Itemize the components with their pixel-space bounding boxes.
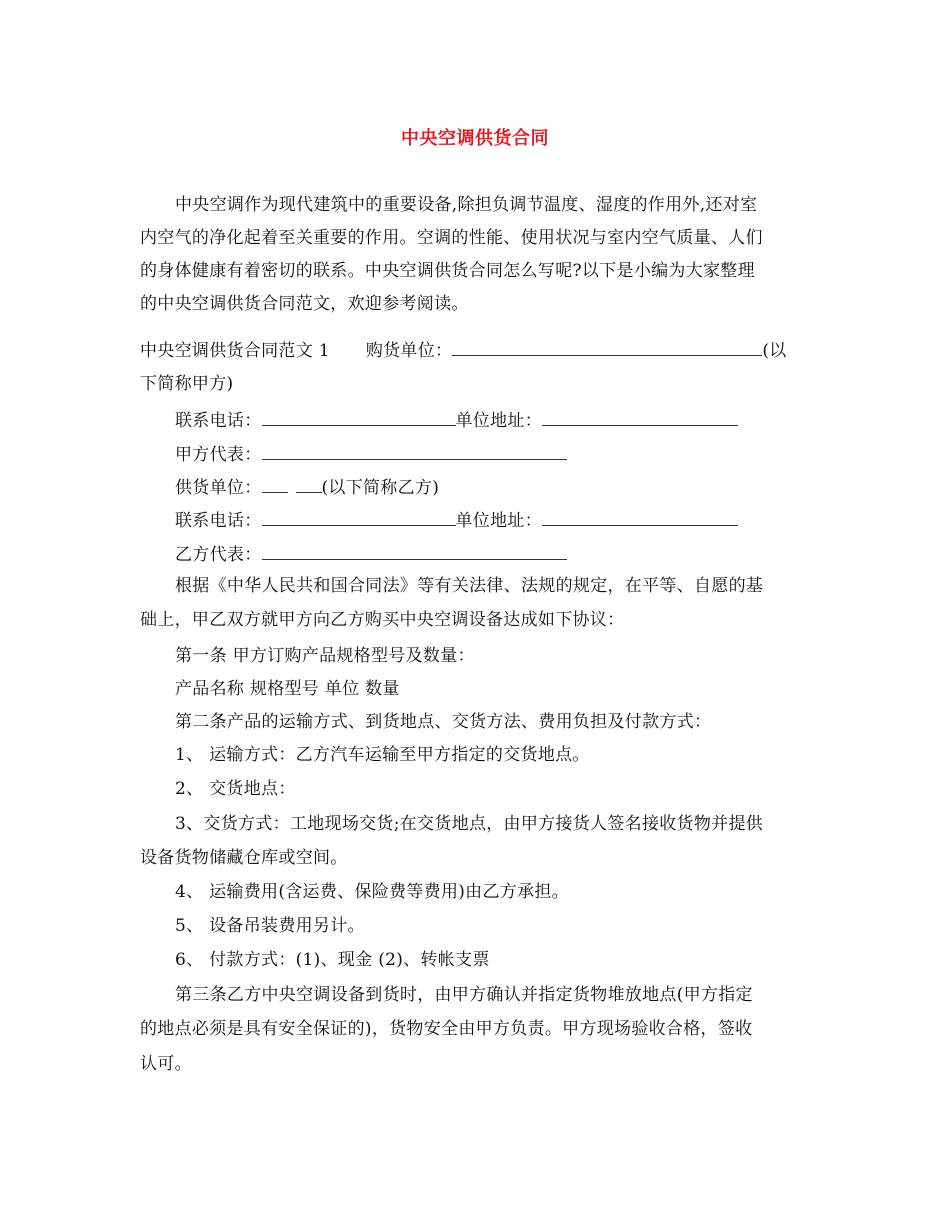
address-label: 单位地址： [455,411,542,431]
party-a-address-blank[interactable] [542,407,738,426]
buyer-blank[interactable] [452,337,762,356]
party-a-rep-blank[interactable] [262,441,567,460]
item-3-line-2: 设备货物储藏仓库或空间。 [140,848,348,868]
party-b-rep-line [175,541,567,567]
buyer-line [140,337,787,363]
party-a-rep-line [175,441,567,467]
supplier-label: 供货单位： [175,478,262,498]
party-a-phone-line [175,407,738,433]
item-1: 1、 运输方式：乙方汽车运输至甲方指定的交货地点。 [175,745,590,765]
sample-heading: 中央空调供货合同范文 1 [140,341,330,361]
item-6: 6、 付款方式：(1)、现金 (2)、转帐支票 [175,950,490,970]
party-b-rep-label: 乙方代表： [175,545,262,565]
party-a-rep-label: 甲方代表： [175,445,262,465]
item-4: 4、 运输费用(含运费、保险费等费用)由乙方承担。 [175,882,569,902]
phone-label: 联系电话： [175,411,262,431]
intro-line-3: 的身体健康有着密切的联系。中央空调供货合同怎么写呢?以下是小编为大家整理 [140,261,755,281]
item-5: 5、 设备吊装费用另计。 [175,916,365,936]
law-line-1: 根据《中华人民共和国合同法》等有关法律、法规的规定，在平等、自愿的基 [175,576,764,596]
party-b-phone-blank[interactable] [262,507,456,526]
item-2: 2、 交货地点： [175,779,296,799]
party-b-phone-line [175,507,738,533]
buyer-suffix: (以 [762,341,787,361]
document-title: 中央空调供货合同 [401,128,549,149]
law-line-2: 础上，甲乙双方就甲方向乙方购买中央空调设备达成如下协议： [140,610,625,630]
article-3-line-1: 第三条乙方中央空调设备到货时，由甲方确认并指定货物堆放地点(甲方指定 [175,985,753,1005]
buyer-suffix-cont: 下简称甲方) [140,374,234,394]
address-label: 单位地址： [455,511,542,531]
party-b-address-blank[interactable] [542,507,738,526]
intro-line-1: 中央空调作为现代建筑中的重要设备,除担负调节温度、湿度的作用外,还对室 [175,195,758,215]
supplier-blank-1[interactable] [262,474,288,493]
article-3-line-3: 认可。 [140,1054,192,1074]
article-2: 第二条产品的运输方式、到货地点、交货方法、费用负担及付款方式： [175,712,712,732]
supplier-suffix: (以下简称乙方) [321,478,440,498]
phone-label: 联系电话： [175,511,262,531]
supplier-line [175,474,439,500]
supplier-blank-2[interactable] [296,474,322,493]
product-table-header: 产品名称 规格型号 单位 数量 [175,679,400,699]
article-3-line-2: 的地点必须是具有安全保证的)，货物安全由甲方负责。甲方现场验收合格，签收 [140,1019,753,1039]
article-1: 第一条 甲方订购产品规格型号及数量： [175,646,475,666]
party-b-rep-blank[interactable] [262,541,567,560]
intro-line-2: 内空气的净化起着至关重要的作用。空调的性能、使用状况与室内空气质量、人们 [140,228,763,248]
item-3-line-1: 3、交货方式：工地现场交货;在交货地点，由甲方接货人签名接收货物并提供 [175,814,764,834]
intro-line-4: 的中央空调供货合同范文，欢迎参考阅读。 [140,294,469,314]
party-a-phone-blank[interactable] [262,407,456,426]
buyer-label: 购货单位： [365,341,453,361]
